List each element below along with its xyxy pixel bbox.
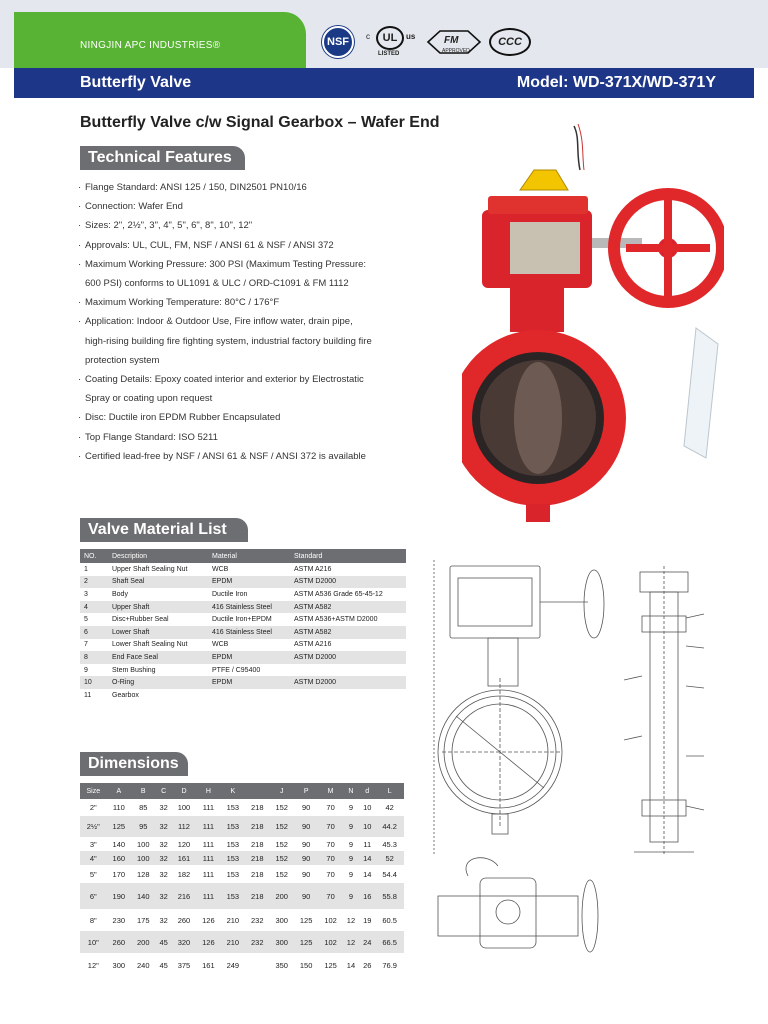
table-cell: 230 xyxy=(112,915,126,925)
table-cell: 102 xyxy=(318,931,342,953)
table-cell: 240 xyxy=(136,961,150,970)
table-cell: 175 xyxy=(136,915,150,925)
table-cell: 126 xyxy=(196,931,220,953)
table-cell: 125 xyxy=(294,931,318,953)
product-title: Butterfly Valve xyxy=(80,74,192,91)
table-cell: WCB xyxy=(212,641,229,649)
table-cell: 111 xyxy=(196,851,220,865)
fm-mark: FM xyxy=(444,35,459,46)
table-cell: 55.8 xyxy=(375,883,404,909)
column-header: L xyxy=(375,783,404,799)
company-name: NINGJIN APC INDUSTRIES® xyxy=(80,40,221,51)
table-cell: 45 xyxy=(159,961,168,970)
table-cell: 218 xyxy=(251,869,264,879)
table-cell: 125 xyxy=(299,915,313,925)
table-cell: 9 xyxy=(348,803,354,812)
technical-features-heading: Technical Features xyxy=(80,146,245,170)
ul-listed-logo xyxy=(362,24,420,60)
table-cell: 90 xyxy=(294,816,318,837)
table-cell: 14 xyxy=(346,961,356,970)
column-header: d xyxy=(359,783,375,799)
table-cell: ASTM D2000 xyxy=(290,651,406,664)
table-cell: 16 xyxy=(359,883,375,909)
table-cell: 45.3 xyxy=(382,839,397,849)
column-header: NO. xyxy=(80,549,108,563)
table-cell: 210 xyxy=(221,931,245,953)
table-cell: 12 xyxy=(346,915,356,925)
table-cell: 12" xyxy=(87,961,99,970)
title-bar xyxy=(14,68,754,98)
table-row xyxy=(80,851,404,865)
table-cell: 4" xyxy=(80,851,107,865)
table-cell: Lower Shaft Sealing Nut xyxy=(112,641,188,649)
table-cell: 320 xyxy=(172,931,196,953)
table-cell: 9 xyxy=(84,666,88,674)
table-cell: 5" xyxy=(89,869,97,879)
column-header: B xyxy=(131,783,155,799)
table-cell: 3" xyxy=(89,839,97,849)
nsf-logo: NSF xyxy=(322,26,354,58)
ccc-logo: CCC xyxy=(489,28,531,56)
table-row xyxy=(80,689,406,702)
table-cell: 5 xyxy=(84,616,88,624)
column-header: K xyxy=(221,783,245,799)
page-subtitle: Butterfly Valve c/w Signal Gearbox – Wafer End xyxy=(80,114,440,131)
column-header: C xyxy=(155,783,171,799)
table-cell: 9 xyxy=(343,816,359,837)
feature-item: · Flange Standard: ANSI 125 / 150, DIN2501 PN10/16 xyxy=(78,178,448,197)
feature-item: · Maximum Working Pressure: 300 PSI (Maximum Testing Pressure: 600 PSI) conforms to UL1091 & ULC / ORD-C1091 & FM 1112 xyxy=(78,255,448,293)
table-cell: 70 xyxy=(326,869,335,879)
table-cell: 12 xyxy=(343,931,359,953)
table-cell: 32 xyxy=(159,869,168,879)
table-cell: 32 xyxy=(159,803,168,812)
table-cell: PTFE / C95400 xyxy=(212,666,261,674)
table-cell: 111 xyxy=(202,869,215,879)
table-row xyxy=(80,799,404,816)
table-cell: 76.9 xyxy=(382,961,397,970)
table-cell: 90 xyxy=(301,869,311,879)
column-header: P xyxy=(294,783,318,799)
table-cell: 11 xyxy=(84,691,92,699)
table-cell: ASTM A582 xyxy=(290,601,406,614)
table-cell: 32 xyxy=(155,883,171,909)
table-cell: 170 xyxy=(112,869,126,879)
table-cell: 32 xyxy=(159,839,168,849)
table-cell: 153 xyxy=(221,816,245,837)
feature-item: · Disc: Ductile iron EPDM Rubber Encapsulated xyxy=(78,408,448,427)
table-cell: 152 xyxy=(270,816,294,837)
table-cell: 32 xyxy=(155,851,171,865)
table-row xyxy=(80,909,404,931)
table-cell: 232 xyxy=(245,931,269,953)
table-cell: 95 xyxy=(131,816,155,837)
table-cell: EPDM xyxy=(208,576,290,589)
table-cell xyxy=(290,689,406,702)
table-cell: 100 xyxy=(177,803,191,812)
table-cell: 3 xyxy=(84,590,88,598)
table-cell: 300 xyxy=(112,961,126,970)
table-cell: 152 xyxy=(275,839,288,849)
feature-item: · Sizes: 2", 2½", 3", 4", 5", 6", 8", 10", 12" xyxy=(78,216,448,235)
table-cell: 70 xyxy=(318,816,342,837)
table-cell: 32 xyxy=(159,915,168,925)
table-row xyxy=(80,664,406,677)
table-row xyxy=(80,563,406,576)
table-cell: 260 xyxy=(107,931,131,953)
table-cell: 8 xyxy=(80,651,108,664)
material-table-body xyxy=(80,563,406,702)
table-cell: 102 xyxy=(324,915,337,925)
table-cell: 11 xyxy=(363,839,372,849)
column-header: Description xyxy=(108,549,208,563)
table-cell: 66.5 xyxy=(375,931,404,953)
table-cell: O-Ring xyxy=(108,676,208,689)
table-cell: 10" xyxy=(80,931,107,953)
table-cell: 9 xyxy=(343,851,359,865)
table-row xyxy=(80,601,406,614)
table-cell: 70 xyxy=(326,803,335,812)
material-list-heading: Valve Material List xyxy=(80,518,248,542)
table-cell: 153 xyxy=(226,803,240,812)
table-cell: ASTM A582 xyxy=(290,626,406,639)
column-header: A xyxy=(107,783,131,799)
table-cell: 153 xyxy=(221,851,245,865)
column-header: Material xyxy=(208,549,290,563)
feature-item: · Coating Details: Epoxy coated interior and exterior by Electrostatic Spray or coating upon request xyxy=(78,370,448,408)
table-cell: 216 xyxy=(172,883,196,909)
table-cell: 161 xyxy=(202,961,215,970)
fm-approved-logo xyxy=(426,28,482,56)
column-header: N xyxy=(343,783,359,799)
table-cell: ASTM A536 Grade 65-45-12 xyxy=(294,590,383,598)
table-cell: 1 xyxy=(84,565,88,573)
table-cell: 42 xyxy=(385,803,394,812)
table-cell: 100 xyxy=(131,851,155,865)
table-cell: 9 xyxy=(348,839,354,849)
table-cell: 9 xyxy=(343,883,359,909)
table-cell: ASTM A216 xyxy=(294,565,332,573)
table-cell: ASTM D2000 xyxy=(290,576,406,589)
table-cell: 14 xyxy=(363,869,372,879)
table-row xyxy=(80,676,406,689)
table-cell: 8" xyxy=(89,915,97,925)
table-cell: 160 xyxy=(107,851,131,865)
feature-item: · Maximum Working Temperature: 80°C / 176°F xyxy=(78,293,448,312)
table-cell: 300 xyxy=(270,931,294,953)
table-cell: 70 xyxy=(318,851,342,865)
table-cell: 45 xyxy=(155,931,171,953)
table-cell: 182 xyxy=(177,869,191,879)
table-cell: 112 xyxy=(172,816,196,837)
feature-item: · Top Flange Standard: ISO 5211 xyxy=(78,428,448,447)
table-cell: 153 xyxy=(226,839,240,849)
table-cell: 54.4 xyxy=(382,869,397,879)
table-header-row xyxy=(80,783,404,799)
column-header: Standard xyxy=(290,549,406,563)
table-cell: 200 xyxy=(131,931,155,953)
table-cell: 249 xyxy=(226,961,240,970)
table-row xyxy=(80,588,406,601)
feature-item: · Approvals: UL, CUL, FM, NSF / ANSI 61 & NSF / ANSI 372 xyxy=(78,236,448,255)
dimensions-heading: Dimensions xyxy=(80,752,188,776)
table-row xyxy=(80,883,404,909)
ul-mark: UL xyxy=(376,26,404,50)
table-cell: Body xyxy=(112,590,128,598)
features-list xyxy=(78,178,448,466)
table-cell: 300 xyxy=(275,915,288,925)
table-cell: 85 xyxy=(139,803,148,812)
column-header xyxy=(245,783,269,799)
table-cell: 6 xyxy=(80,626,108,639)
table-cell: EPDM xyxy=(208,651,290,664)
table-cell: 152 xyxy=(275,803,288,812)
table-cell: 190 xyxy=(107,883,131,909)
column-header: Size xyxy=(80,783,107,799)
table-cell: 111 xyxy=(196,883,220,909)
table-cell: 32 xyxy=(155,816,171,837)
table-cell: 90 xyxy=(301,803,311,812)
material-table xyxy=(80,549,406,702)
table-cell: 200 xyxy=(270,883,294,909)
table-cell: 125 xyxy=(324,961,337,970)
red-butterfly-valve-photo xyxy=(462,118,724,528)
table-cell: 120 xyxy=(177,839,191,849)
table-cell: 2" xyxy=(89,803,97,812)
table-cell: Disc+Rubber Seal xyxy=(112,616,169,624)
table-cell: 14 xyxy=(359,851,375,865)
table-cell: 52 xyxy=(375,851,404,865)
table-cell: 90 xyxy=(301,839,311,849)
table-cell xyxy=(208,689,290,702)
table-cell: Upper Shaft xyxy=(108,601,208,614)
table-cell: 140 xyxy=(131,883,155,909)
table-cell: 218 xyxy=(251,803,264,812)
table-cell: 350 xyxy=(275,961,288,970)
table-cell: Stem Bushing xyxy=(112,666,156,674)
table-cell: 10 xyxy=(363,803,372,812)
table-cell: Upper Shaft Sealing Nut xyxy=(112,565,188,573)
table-cell: Ductile Iron+EPDM xyxy=(212,616,272,624)
table-cell: 2½" xyxy=(80,816,107,837)
table-cell: 218 xyxy=(245,816,269,837)
table-cell: 100 xyxy=(136,839,150,849)
table-cell: 150 xyxy=(299,961,313,970)
table-cell: ASTM A536+ASTM D2000 xyxy=(294,616,378,624)
table-cell: 152 xyxy=(270,851,294,865)
table-cell: 218 xyxy=(245,851,269,865)
table-cell: 60.5 xyxy=(382,915,397,925)
table-row xyxy=(80,953,404,978)
feature-item: · Certified lead-free by NSF / ANSI 61 & NSF / ANSI 372 is available xyxy=(78,447,448,466)
table-row xyxy=(80,837,404,851)
column-header: D xyxy=(172,783,196,799)
ul-us: us xyxy=(406,32,416,41)
table-row xyxy=(80,865,404,883)
table-cell: 161 xyxy=(172,851,196,865)
table-cell: WCB xyxy=(212,565,229,573)
table-cell: Gearbox xyxy=(112,691,139,699)
table-cell: 260 xyxy=(177,915,191,925)
table-cell: End Face Seal xyxy=(108,651,208,664)
table-cell: 375 xyxy=(177,961,191,970)
column-header: H xyxy=(196,783,220,799)
table-cell: 44.2 xyxy=(375,816,404,837)
table-cell: 26 xyxy=(363,961,372,970)
table-cell: 4 xyxy=(80,601,108,614)
table-cell: ASTM A216 xyxy=(294,641,332,649)
table-cell: 153 xyxy=(221,883,245,909)
table-row xyxy=(80,626,406,639)
table-cell: 126 xyxy=(202,915,215,925)
table-header-row xyxy=(80,549,406,563)
table-cell: Shaft Seal xyxy=(108,576,208,589)
table-cell: 10 xyxy=(80,676,108,689)
table-row xyxy=(80,613,406,626)
model-number: Model: WD-371X/WD-371Y xyxy=(516,74,716,91)
ul-listed: LISTED xyxy=(378,51,400,57)
table-cell: 218 xyxy=(245,883,269,909)
technical-drawing xyxy=(428,556,728,976)
table-cell: 2 xyxy=(80,576,108,589)
table-cell: 9 xyxy=(348,869,354,879)
table-row xyxy=(80,639,406,652)
feature-item: · Connection: Wafer End xyxy=(78,197,448,216)
table-cell: 70 xyxy=(326,839,335,849)
table-cell: 232 xyxy=(251,915,264,925)
table-cell: 416 Stainless Steel xyxy=(208,601,290,614)
table-cell: 416 Stainless Steel xyxy=(208,626,290,639)
table-cell: 153 xyxy=(226,869,240,879)
table-cell: 210 xyxy=(226,915,240,925)
table-cell xyxy=(245,953,269,978)
table-cell: 7 xyxy=(84,641,88,649)
table-row xyxy=(80,816,404,837)
table-cell: 90 xyxy=(294,883,318,909)
table-cell: 152 xyxy=(275,869,288,879)
dimensions-table xyxy=(80,783,404,978)
table-cell: 111 xyxy=(202,803,215,812)
dimensions-table-body xyxy=(80,799,404,978)
table-cell: 24 xyxy=(359,931,375,953)
table-cell: 110 xyxy=(112,803,125,812)
table-cell: 19 xyxy=(363,915,372,925)
table-cell: 125 xyxy=(107,816,131,837)
table-cell: Lower Shaft xyxy=(108,626,208,639)
table-cell: 111 xyxy=(202,839,215,849)
table-cell: 70 xyxy=(318,883,342,909)
table-cell: 10 xyxy=(359,816,375,837)
ul-c: c xyxy=(366,32,370,41)
table-cell: 218 xyxy=(251,839,264,849)
table-cell xyxy=(290,664,406,677)
fm-approved: APPROVED xyxy=(442,48,470,54)
table-cell: Ductile Iron xyxy=(212,590,248,598)
column-header: J xyxy=(270,783,294,799)
table-cell: ASTM D2000 xyxy=(290,676,406,689)
table-cell: 90 xyxy=(294,851,318,865)
table-cell: 128 xyxy=(136,869,150,879)
table-row xyxy=(80,576,406,589)
table-cell: 6" xyxy=(80,883,107,909)
table-cell: EPDM xyxy=(208,676,290,689)
table-cell: 111 xyxy=(196,816,220,837)
table-row xyxy=(80,651,406,664)
table-cell: 140 xyxy=(112,839,126,849)
feature-item: · Application: Indoor & Outdoor Use, Fire inflow water, drain pipe, high-rising building fire fighting system, industrial factory building fire protection system xyxy=(78,312,448,370)
table-row xyxy=(80,931,404,953)
column-header: M xyxy=(318,783,342,799)
